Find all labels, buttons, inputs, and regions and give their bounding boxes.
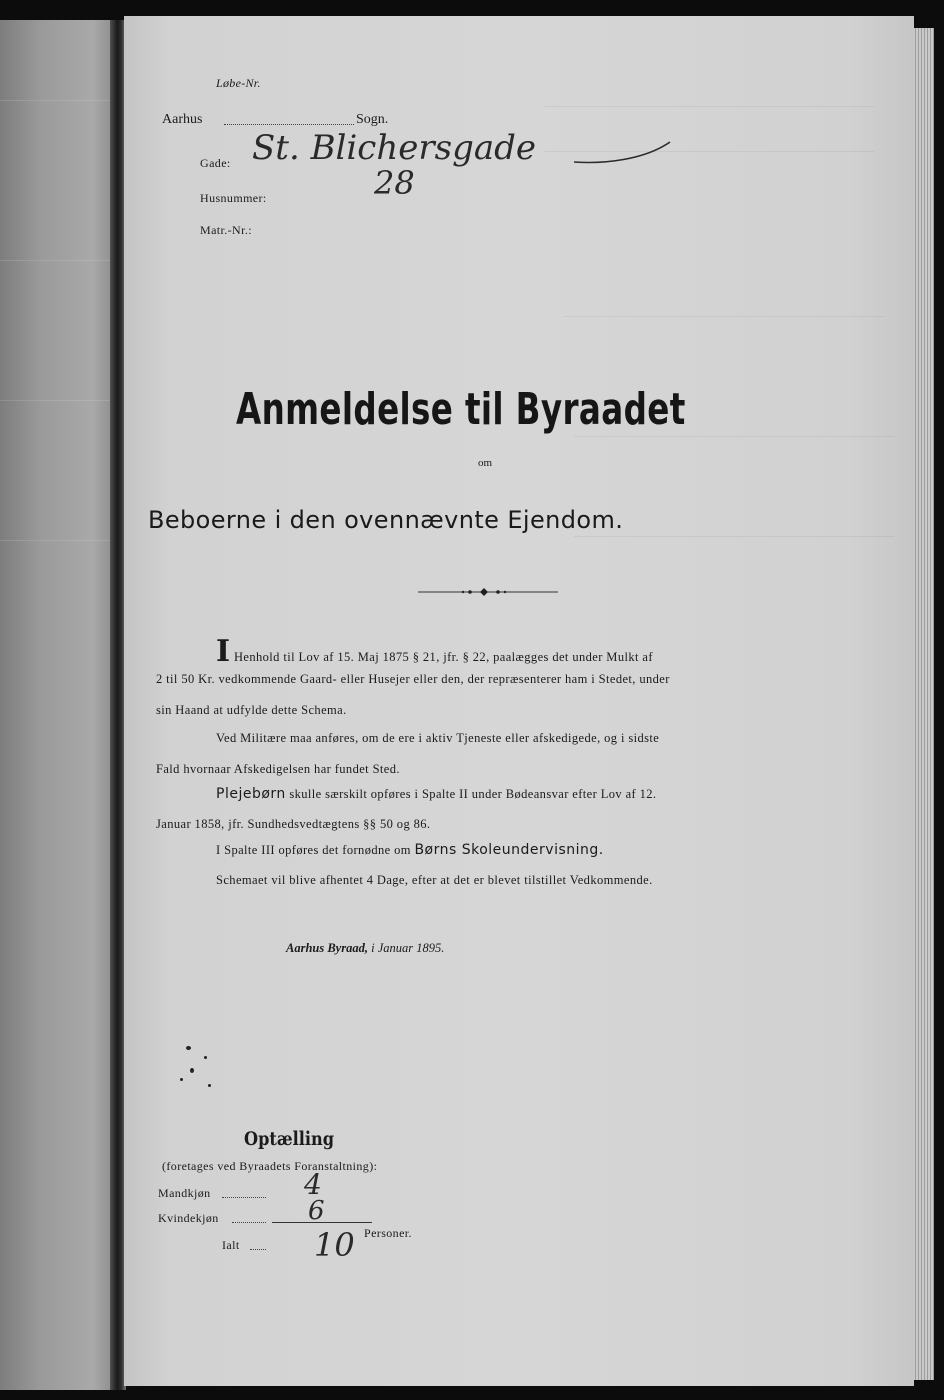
- ialt-handwritten: 10: [314, 1226, 355, 1264]
- kvindekjon-handwritten: 6: [308, 1196, 325, 1226]
- document-subtitle: Beboerne i den ovennævnte Ejendom.: [148, 506, 624, 534]
- sogn-line: [224, 124, 354, 125]
- left-facing-page: [0, 20, 116, 1390]
- loebe-nr-label: Løbe-Nr.: [216, 76, 261, 90]
- paragraph-1-line-1: [216, 634, 653, 669]
- ialt-label: Ialt: [222, 1238, 240, 1252]
- paragraph-1-line-1-text: Henhold til Lov af 15. Maj 1875 § 21, jfr. § 22, paalægges det under Mulkt af: [233, 650, 653, 664]
- matr-label: Matr.-Nr.:: [200, 223, 252, 237]
- document-title: Anmeldelse til Byraadet: [236, 384, 686, 435]
- counting-title: Optælling: [244, 1128, 335, 1150]
- aarhus-label: Aarhus: [162, 112, 203, 127]
- om-word: om: [478, 457, 493, 469]
- sogn-label: Sogn.: [356, 112, 389, 127]
- mandkjon-label: Mandkjøn: [158, 1186, 211, 1200]
- personer-label: Personer.: [364, 1226, 412, 1240]
- paragraph-dropcap: I: [216, 634, 231, 669]
- kvindekjon-dots: [232, 1222, 266, 1223]
- counting-note: (foretages ved Byraadets Foranstaltning):: [162, 1159, 378, 1173]
- paragraph-3-line-1-text: skulle særskilt opføres i Spalte II under Bødeansvar efter Lov af 12.: [289, 787, 657, 801]
- signature-date: i Januar 1895.: [371, 941, 445, 955]
- plejeborn-emphasis: Plejebørn: [216, 786, 286, 802]
- paragraph-1-line-2: 2 til 50 Kr. vedkommende Gaard- eller Husejer eller den, der repræsenterer ham i Stedet, under: [156, 672, 670, 686]
- sum-rule: [272, 1222, 372, 1223]
- husnummer-label: Husnummer:: [200, 191, 267, 205]
- husnummer-handwritten: 28: [374, 164, 415, 202]
- paragraph-5: Schemaet vil blive afhentet 4 Dage, efter at det er blevet tilstillet Vedkommende.: [216, 873, 653, 887]
- paragraph-4-text: I Spalte III opføres det fornødne om: [216, 843, 411, 857]
- gade-label: Gade:: [200, 156, 231, 170]
- document-page: [124, 16, 914, 1386]
- gade-flourish: [574, 138, 674, 168]
- paragraph-3-line-2: Januar 1858, jfr. Sundhedsvedtægtens §§ 50 og 86.: [156, 817, 431, 831]
- paragraph-1-line-3: sin Haand at udfylde dette Schema.: [156, 703, 347, 717]
- paragraph-4: [216, 842, 604, 858]
- ornament-divider-icon: [418, 582, 558, 602]
- skoleundervisning-emphasis: Børns Skoleundervisning.: [414, 842, 604, 858]
- signature-place: Aarhus Byraad,: [286, 941, 368, 955]
- paragraph-2-line-2: Fald hvornaar Afskedigelsen har fundet Sted.: [156, 762, 400, 776]
- kvindekjon-label: Kvindekjøn: [158, 1211, 219, 1225]
- mandkjon-handwritten: 4: [304, 1168, 322, 1201]
- mandkjon-dots: [222, 1197, 266, 1198]
- ialt-dots: [250, 1249, 266, 1250]
- gade-handwritten: St. Blichersgade: [252, 128, 536, 168]
- paragraph-2-line-1: Ved Militære maa anføres, om de ere i aktiv Tjeneste eller afskedigede, og i sidste: [216, 731, 660, 745]
- signature-line: [286, 941, 444, 956]
- paragraph-3-line-1: [216, 786, 656, 802]
